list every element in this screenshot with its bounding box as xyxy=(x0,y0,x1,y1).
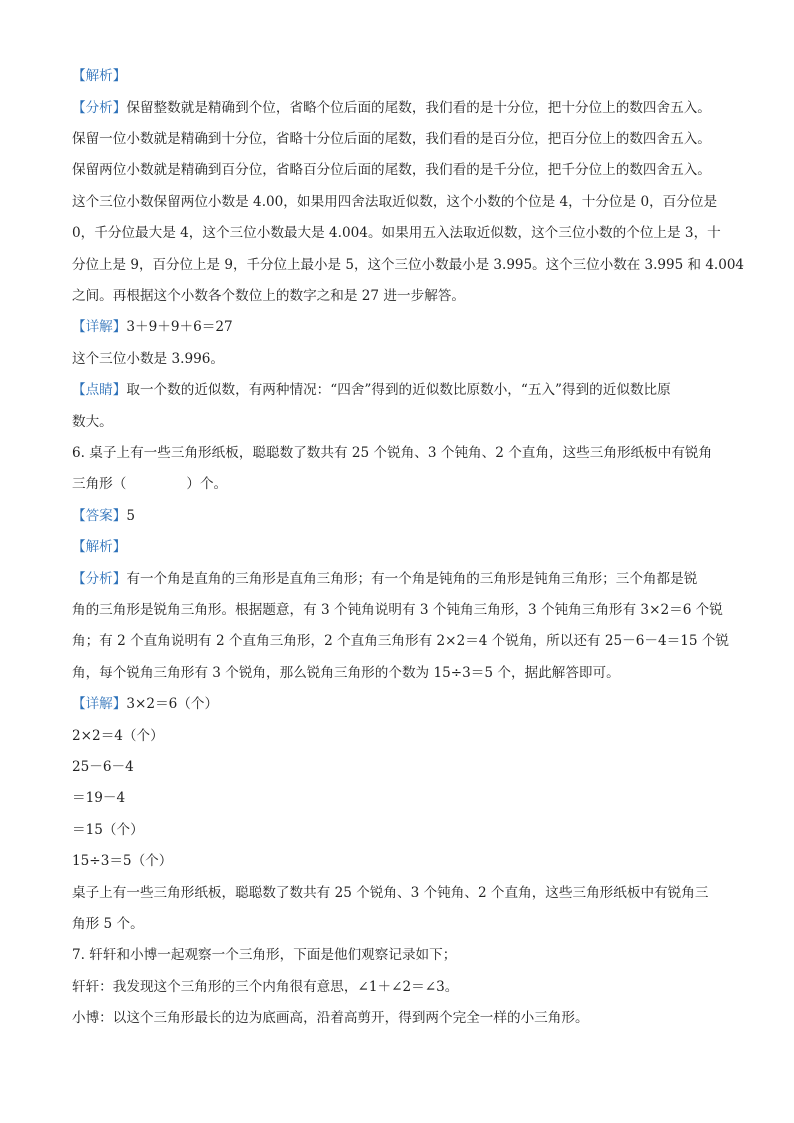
q6-fenxi-tag: 【分析】 xyxy=(72,571,127,587)
q6-fenxi-line-3: 角；有 2 个直角说明有 2 个直角三角形，2 个直角三角形有 2×2＝4 个锐角，所以还有 25－6－4＝15 个锐 xyxy=(72,633,730,649)
q6-analysis-header: 【解析】 xyxy=(72,539,127,555)
q7-xuanxuan: 轩轩：我发现这个三角形的三个内角很有意思，∠1＋∠2＝∠3。 xyxy=(72,979,459,995)
fenxi-line-4: 这个三位小数保留两位小数是 4.00，如果用四舍法取近似数，这个小数的个位是 4，十分位是 0，百分位是 xyxy=(72,194,718,210)
fenxi-line-5: 0，千分位最大是 4，这个三位小数最大是 4.004。如果用五入法取近似数，这个三位小数的个位上是 3，十 xyxy=(72,225,721,241)
answer-value: 5 xyxy=(126,508,136,524)
fenxi-tag: 【分析】 xyxy=(72,100,127,116)
dianjing-line-2: 数大。 xyxy=(72,414,113,430)
q6-stem-part-a: 三角形（ xyxy=(72,476,127,492)
q6-fenxi-text: 有一个角是直角的三角形是直角三角形；有一个角是钝角的三角形是钝角三角形；三个角都是锐 xyxy=(126,571,698,587)
q6-calc-line-6: 15÷3＝5（个） xyxy=(72,853,173,869)
fenxi-line-1 xyxy=(72,98,711,118)
q6-stem-line-2 xyxy=(72,474,227,494)
q6-fenxi-line-1 xyxy=(72,569,697,589)
q6-calc-1: 3×2＝6（个） xyxy=(126,696,219,712)
xiangjie-tag: 【详解】 xyxy=(72,319,127,335)
q6-stem-part-b: ）个。 xyxy=(186,476,228,492)
q6-fenxi-line-4: 角，每个锐角三角形有 3 个锐角，那么锐角三角形的个数为 15÷3＝5 个，据此解答即可。 xyxy=(72,665,620,681)
xiangjie-line-1 xyxy=(72,317,233,337)
fenxi-line-3: 保留两位小数就是精确到百分位，省略百分位后面的尾数，我们看的是千分位，把千分位上的数四舍五入。 xyxy=(72,162,711,178)
q6-fenxi-line-2: 角的三角形是锐角三角形。根据题意，有 3 个钝角说明有 3 个钝角三角形，3 个钝角三角形有 3×2＝6 个锐 xyxy=(72,602,723,618)
answer-tag: 【答案】 xyxy=(72,508,127,524)
q6-calc-line-1 xyxy=(72,694,218,714)
q6-calc-line-2: 2×2＝4（个） xyxy=(72,728,164,744)
fenxi-line-7: 之间。再根据这个小数各个数位上的数字之和是 27 进一步解答。 xyxy=(72,288,465,304)
analysis-header: 【解析】 xyxy=(72,68,127,84)
q6-conclusion-line-1: 桌子上有一些三角形纸板，聪聪数了数共有 25 个锐角、3 个钝角、2 个直角，这些三角形纸板中有锐角三 xyxy=(72,885,709,901)
q6-answer-line xyxy=(72,506,135,526)
q7-xiaobo: 小博：以这个三角形最长的边为底画高，沿着高剪开，得到两个完全一样的小三角形。 xyxy=(72,1010,589,1026)
q6-xiangjie-tag: 【详解】 xyxy=(72,696,127,712)
dianjing-line-1 xyxy=(72,380,671,400)
fenxi-text: 保留整数就是精确到个位，省略个位后面的尾数，我们看的是十分位，把十分位上的数四舍五入。 xyxy=(126,100,711,116)
xiangjie-text: 3＋9＋9＋6＝27 xyxy=(126,319,233,335)
q6-stem-line-1: 6. 桌子上有一些三角形纸板，聪聪数了数共有 25 个锐角、3 个钝角、2 个直角，这些三角形纸板中有锐角 xyxy=(72,445,713,461)
q6-conclusion-line-2: 角形 5 个。 xyxy=(72,916,144,932)
q6-calc-line-5: ＝15（个） xyxy=(72,822,144,838)
dianjing-text: 取一个数的近似数，有两种情况：“四舍”得到的近似数比原数小，“五入”得到的近似数比原 xyxy=(126,382,671,398)
q6-calc-line-4: ＝19－4 xyxy=(72,790,126,806)
fenxi-line-6: 分位上是 9，百分位上是 9，千分位上最小是 5，这个三位小数最小是 3.995。这个三位小数在 3.995 和 4.004 xyxy=(72,257,745,273)
q7-stem: 7. 轩轩和小博一起观察一个三角形，下面是他们观察记录如下； xyxy=(72,947,457,963)
q6-calc-line-3: 25－6－4 xyxy=(72,759,134,775)
xiangjie-line-2: 这个三位小数是 3.996。 xyxy=(72,351,224,367)
dianjing-tag: 【点睛】 xyxy=(72,382,127,398)
fenxi-line-2: 保留一位小数就是精确到十分位，省略十分位后面的尾数，我们看的是百分位，把百分位上的数四舍五入。 xyxy=(72,131,711,147)
